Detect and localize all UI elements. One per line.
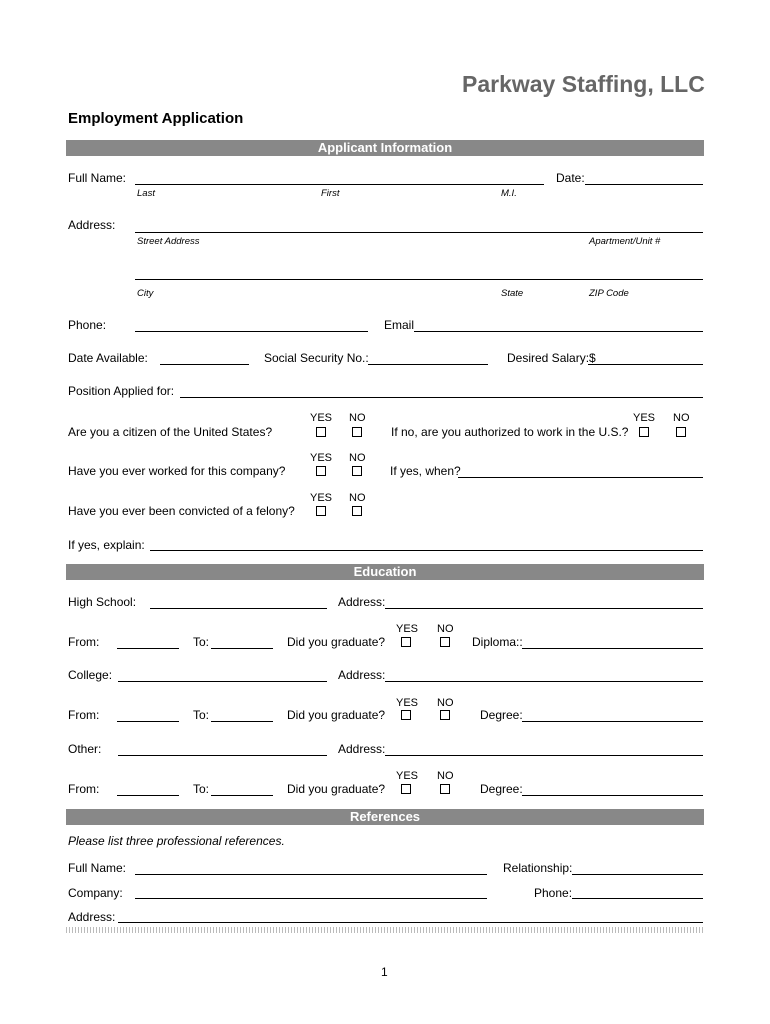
apartment-caption: Apartment/Unit # <box>589 236 661 247</box>
email-field[interactable] <box>414 331 703 332</box>
citizen-no-checkbox[interactable] <box>352 427 362 437</box>
authorized-no-checkbox[interactable] <box>676 427 686 437</box>
references-instruction: Please list three professional references. <box>68 834 285 848</box>
reference-company-label: Company: <box>68 886 123 900</box>
felony-no-label: NO <box>349 492 366 504</box>
section-header-education: Education <box>66 564 704 580</box>
date-available-field[interactable] <box>160 364 249 365</box>
authorized-question: If no, are you authorized to work in the U.S.? <box>391 425 629 439</box>
college-graduate-yes-checkbox[interactable] <box>401 710 411 720</box>
felony-yes-label: YES <box>310 492 333 504</box>
hs-graduate-yes-checkbox[interactable] <box>401 637 411 647</box>
relationship-label: Relationship: <box>503 861 573 875</box>
other-address-field[interactable] <box>385 755 703 756</box>
college-to-label: To: <box>193 708 210 722</box>
authorized-no-label: NO <box>673 412 690 424</box>
section-header-applicant: Applicant Information <box>66 140 704 156</box>
street-address-field[interactable] <box>135 232 703 233</box>
worked-yes-checkbox[interactable] <box>316 466 326 476</box>
other-to-field[interactable] <box>211 795 273 796</box>
other-from-label: From: <box>68 782 100 796</box>
desired-salary-field[interactable] <box>588 364 703 365</box>
street-address-caption: Street Address <box>137 236 200 247</box>
mi-caption: M.I. <box>501 188 517 199</box>
page-title: Employment Application <box>68 110 244 127</box>
citizen-yes-checkbox[interactable] <box>316 427 326 437</box>
reference-name-label: Full Name: <box>68 861 127 875</box>
city-caption: City <box>137 288 154 299</box>
college-from-label: From: <box>68 708 100 722</box>
felony-yes-checkbox[interactable] <box>316 506 326 516</box>
reference-company-field[interactable] <box>135 898 487 899</box>
if-yes-explain-field[interactable] <box>150 550 703 551</box>
company-name: Parkway Staffing, LLC <box>462 71 705 97</box>
worked-question: Have you ever worked for this company? <box>68 464 286 478</box>
reference-address-label: Address: <box>68 910 116 924</box>
other-label: Other: <box>68 742 102 756</box>
college-degree-field[interactable] <box>522 721 703 722</box>
other-graduate-no-checkbox[interactable] <box>440 784 450 794</box>
date-available-label: Date Available: <box>68 351 148 365</box>
other-degree-label: Degree: <box>480 782 523 796</box>
diploma-label: Diploma:: <box>472 635 523 649</box>
hs-to-field[interactable] <box>211 648 273 649</box>
other-graduate-yes-checkbox[interactable] <box>401 784 411 794</box>
last-caption: Last <box>137 188 155 199</box>
reference-phone-field[interactable] <box>572 898 703 899</box>
citizen-no-label: NO <box>349 412 366 424</box>
hs-graduate-no-label: NO <box>437 623 454 635</box>
reference-name-field[interactable] <box>135 874 487 875</box>
citizen-yes-label: YES <box>310 412 333 424</box>
reference-phone-label: Phone: <box>534 886 573 900</box>
other-degree-field[interactable] <box>522 795 703 796</box>
high-school-field[interactable] <box>150 608 327 609</box>
college-address-label: Address: <box>338 668 386 682</box>
authorized-yes-label: YES <box>633 412 656 424</box>
reference-address-field[interactable] <box>118 922 703 923</box>
if-yes-when-field[interactable] <box>458 477 703 478</box>
hs-graduate-question: Did you graduate? <box>287 635 386 649</box>
college-field[interactable] <box>118 681 327 682</box>
hs-from-field[interactable] <box>117 648 179 649</box>
address-label: Address: <box>68 218 116 232</box>
worked-no-label: NO <box>349 452 366 464</box>
college-graduate-question: Did you graduate? <box>287 708 386 722</box>
college-degree-label: Degree: <box>480 708 523 722</box>
high-school-address-field[interactable] <box>385 608 703 609</box>
position-field[interactable] <box>180 397 703 398</box>
state-caption: State <box>501 288 524 299</box>
felony-no-checkbox[interactable] <box>352 506 362 516</box>
college-from-field[interactable] <box>117 721 179 722</box>
date-field[interactable] <box>585 184 703 185</box>
high-school-label: High School: <box>68 595 137 609</box>
diploma-field[interactable] <box>522 648 703 649</box>
college-graduate-no-label: NO <box>437 697 454 709</box>
other-from-field[interactable] <box>117 795 179 796</box>
first-caption: First <box>321 188 340 199</box>
other-graduate-no-label: NO <box>437 770 454 782</box>
college-to-field[interactable] <box>211 721 273 722</box>
email-label: Email <box>384 318 415 332</box>
worked-no-checkbox[interactable] <box>352 466 362 476</box>
college-graduate-no-checkbox[interactable] <box>440 710 450 720</box>
hs-to-label: To: <box>193 635 210 649</box>
other-to-label: To: <box>193 782 210 796</box>
relationship-field[interactable] <box>572 874 703 875</box>
citizen-question: Are you a citizen of the United States? <box>68 425 273 439</box>
worked-yes-label: YES <box>310 452 333 464</box>
page-cutoff-divider <box>66 927 704 933</box>
college-label: College: <box>68 668 113 682</box>
hs-graduate-no-checkbox[interactable] <box>440 637 450 647</box>
phone-field[interactable] <box>135 331 368 332</box>
high-school-address-label: Address: <box>338 595 386 609</box>
authorized-yes-checkbox[interactable] <box>639 427 649 437</box>
other-field[interactable] <box>118 755 327 756</box>
college-address-field[interactable] <box>385 681 703 682</box>
phone-label: Phone: <box>68 318 107 332</box>
college-graduate-yes-label: YES <box>396 697 419 709</box>
section-header-references: References <box>66 809 704 825</box>
date-label: Date: <box>556 171 585 185</box>
if-yes-explain-label: If yes, explain: <box>68 538 145 552</box>
hs-from-label: From: <box>68 635 100 649</box>
ssn-label: Social Security No.: <box>264 351 369 365</box>
desired-salary-label: Desired Salary:$ <box>507 351 596 365</box>
position-label: Position Applied for: <box>68 384 175 398</box>
other-graduate-yes-label: YES <box>396 770 419 782</box>
if-yes-when-label: If yes, when? <box>390 464 461 478</box>
ssn-field[interactable] <box>368 364 488 365</box>
other-graduate-question: Did you graduate? <box>287 782 386 796</box>
hs-graduate-yes-label: YES <box>396 623 419 635</box>
felony-question: Have you ever been convicted of a felony? <box>68 504 295 518</box>
zip-caption: ZIP Code <box>589 288 629 299</box>
full-name-field[interactable] <box>135 184 544 185</box>
city-state-zip-field[interactable] <box>135 279 703 280</box>
other-address-label: Address: <box>338 742 386 756</box>
page-number: 1 <box>381 965 388 979</box>
full-name-label: Full Name: <box>68 171 127 185</box>
